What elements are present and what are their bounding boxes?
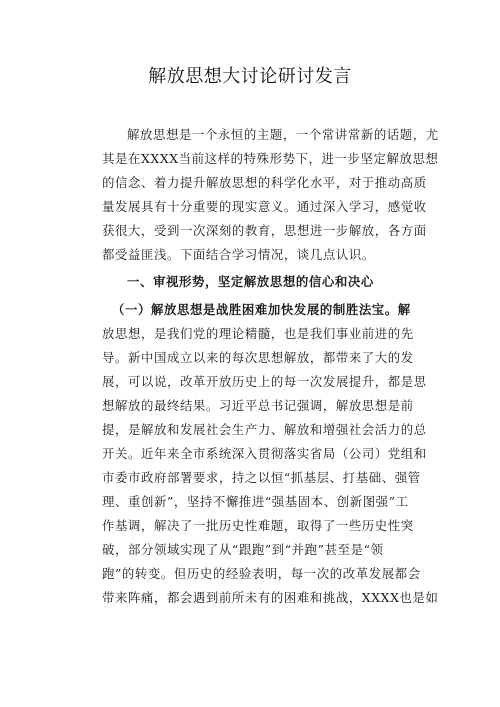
paragraph-line: 解放思想是一个永恒的主题，一个常讲常新的话题，尤: [127, 127, 439, 142]
subsection-heading-line: （一）解放思想是战胜困难加快发展的制胜法宝。解: [112, 302, 411, 317]
paragraph-line: 理、重创新”，坚持不懈推进“强基固本、创新图强”工: [102, 494, 409, 509]
paragraph-line: 想解放的最终结果。习近平总书记强调，解放思想是前: [102, 398, 414, 413]
document-title: 解放思想大讨论研讨发言: [148, 66, 352, 87]
paragraph-line: 导。新中国成立以来的每次思想解放，都带来了大的发: [102, 350, 414, 365]
paragraph-line: 其是在XXXX当前这样的特殊形势下，进一步坚定解放思想: [102, 151, 439, 166]
paragraph-line: 量发展具有十分重要的现实意义。通过深入学习，感觉收: [102, 199, 427, 214]
paragraph-line: 获很大，受到一次深刻的教育，思想进一步解放，各方面: [102, 223, 427, 238]
paragraph-line: 提，是解放和发展社会生产力、解放和增强社会活力的总: [102, 422, 427, 437]
paragraph-line: 市委市政府部署要求，持之以恒“抓基层、打基础、强管: [102, 470, 421, 485]
paragraph-line: 跑”的转变。但历史的经验表明，每一次的改革发展都会: [102, 566, 421, 581]
paragraph-line: 作基调，解决了一批历史性难题，取得了一些历史性突: [102, 518, 414, 533]
paragraph-line: 都受益匪浅。下面结合学习情况，谈几点认识。: [102, 247, 375, 262]
section-heading: 一、审视形势，坚定解放思想的信心和决心: [127, 274, 374, 289]
paragraph-line: 带来阵痛，都会遇到前所未有的困难和挑战，XXXX也是如: [102, 590, 439, 605]
paragraph-line: 开关。近年来全市系统深入贯彻落实省局（公司）党组和: [102, 446, 427, 461]
paragraph-line: 放思想，是我们党的理论精髓，也是我们事业前进的先: [102, 326, 414, 341]
paragraph-line: 展，可以说，改革开放历史上的每一次发展提升，都是思: [102, 374, 427, 389]
paragraph-line: 的信念、着力提升解放思想的科学化水平，对于推动高质: [102, 175, 427, 190]
paragraph-line: 破，部分领域实现了从“跟跑”到“并跑”甚至是“领: [102, 542, 384, 557]
